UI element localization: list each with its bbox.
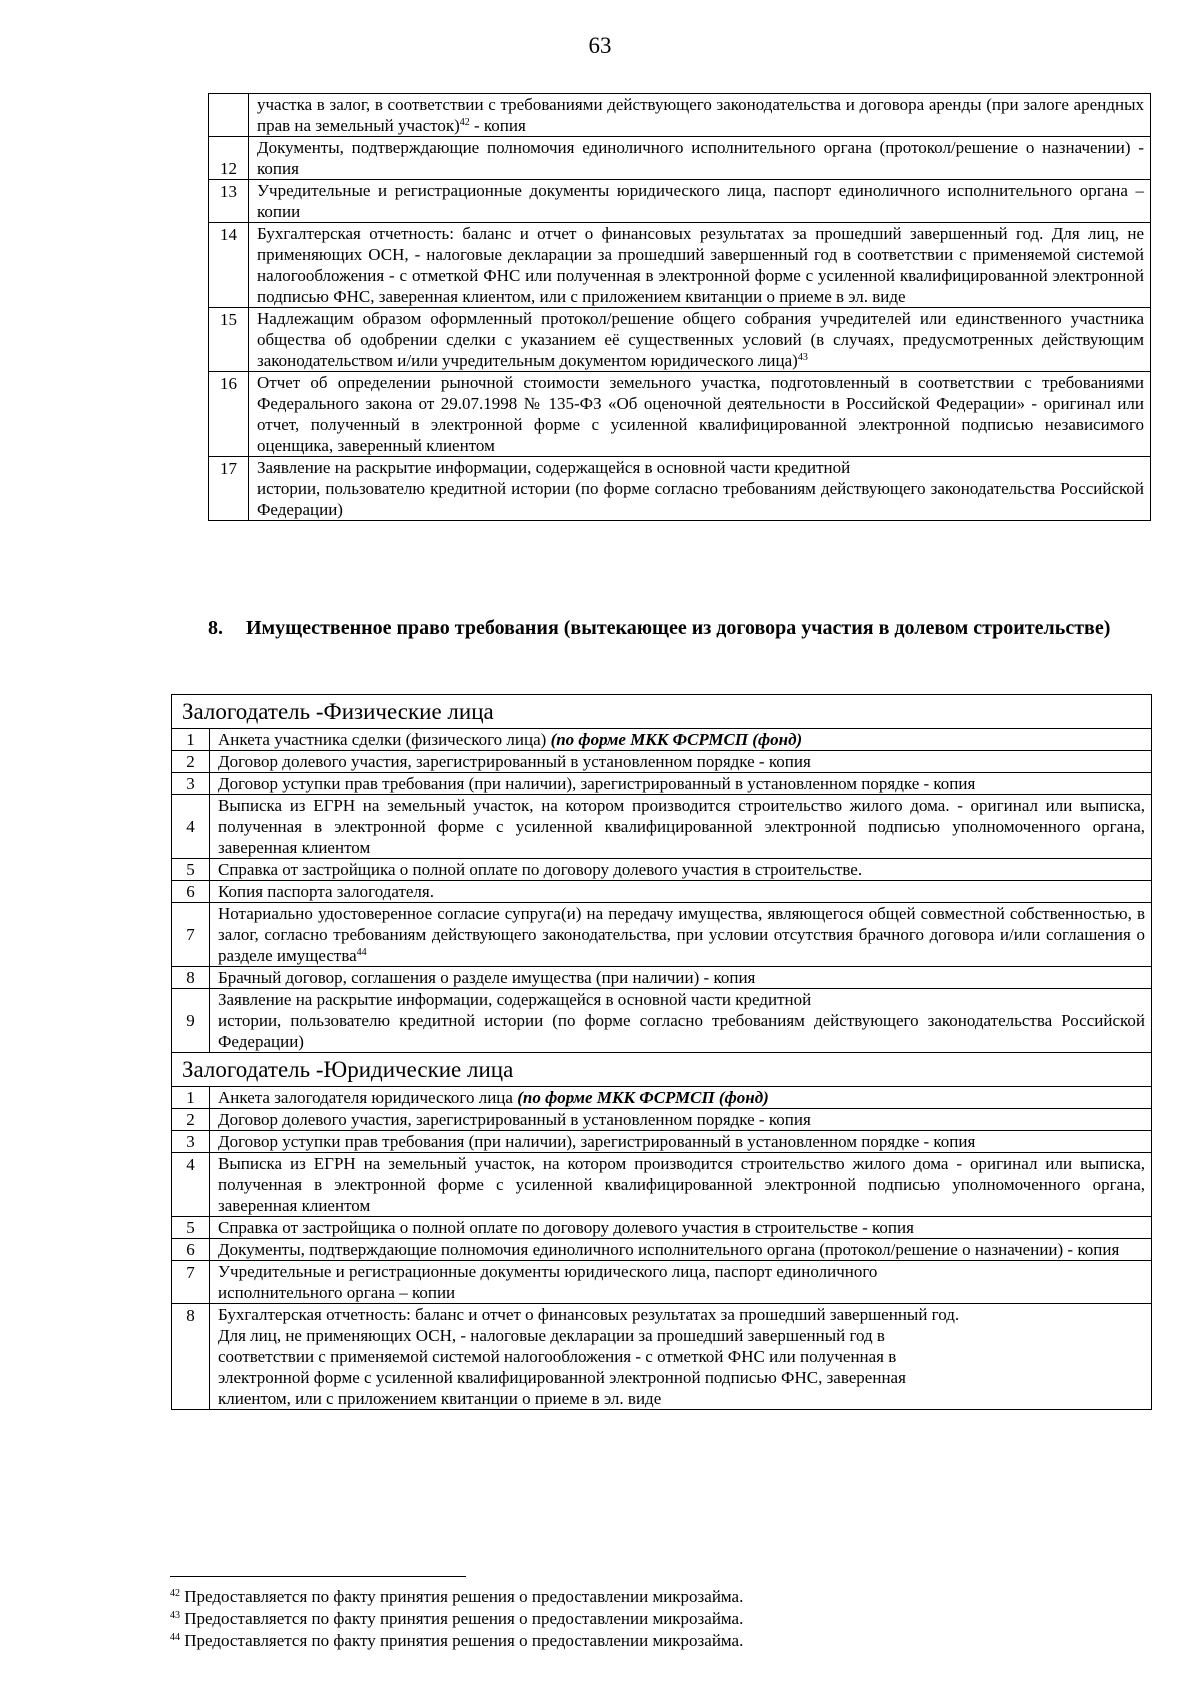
row-number: 3 xyxy=(172,773,210,795)
footnote-mark: 42 xyxy=(170,1588,180,1599)
footnote xyxy=(170,1608,1130,1630)
section-title: Имущественное право требования (вытекающее из договора участия в долевом строительстве) xyxy=(246,617,1111,639)
row-text: Надлежащим образом оформленный протокол/решение общего собрания учредителей или единственного участника общества об одобрении сделки с указанием её существенных условий (в случаях, предусмотренных действующим законодательством и/или учредительным документом юридического лица)$^{43}$ xyxy=(249,308,1151,372)
row-number: 1 xyxy=(172,729,210,751)
row-number: 5 xyxy=(172,1217,210,1239)
row-number: 2 xyxy=(172,1109,210,1131)
footnote-mark: 44 xyxy=(170,1632,180,1643)
row-text: Заявление на раскрытие информации, содержащейся в основной части кредитной истории, пользователю кредитной истории (по форме согласно требованиям действующего законодательства Российской Федерации) xyxy=(249,457,1151,521)
table-row xyxy=(172,729,1152,751)
row-number: 14 xyxy=(209,223,249,308)
row-number: 4 xyxy=(172,795,210,859)
section-heading xyxy=(208,614,1148,642)
row-text: Справка от застройщика о полной оплате по договору долевого участия в строительстве. xyxy=(210,859,1152,881)
group-header: Залогодатель -Физические лица xyxy=(172,695,1152,729)
row-number: 3 xyxy=(172,1131,210,1153)
group-header-row xyxy=(172,695,1152,729)
table-row xyxy=(172,751,1152,773)
row-text: Выписка из ЕГРН на земельный участок, на котором производится строительство жилого дома. - оригинал или выписка, полученная в электронной форме с усиленной квалифицированной электронной подписью уполномоченного органа, заверенная клиентом xyxy=(210,795,1152,859)
table-row xyxy=(172,881,1152,903)
row-number: 8 xyxy=(172,967,210,989)
row-text: участка в залог, в соответствии с требованиями действующего законодательства и договора аренды (при залоге арендных прав на земельный участок)$^{42}$ - копия xyxy=(249,94,1151,137)
footnote xyxy=(170,1586,1130,1608)
row-number: 6 xyxy=(172,881,210,903)
table-row xyxy=(172,989,1152,1053)
row-text: Договор уступки прав требования (при наличии), зарегистрированный в установленном порядке - копия xyxy=(210,1131,1152,1153)
row-number: 2 xyxy=(172,751,210,773)
documents-table-continued xyxy=(208,93,1151,521)
group-header-row xyxy=(172,1053,1152,1087)
row-text: Заявление на раскрытие информации, содержащейся в основной части кредитной истории, пользователю кредитной истории (по форме согласно требованиям действующего законодательства Российской Федерации) xyxy=(210,989,1152,1053)
row-number: 7 xyxy=(172,1261,210,1304)
table-row xyxy=(172,1261,1152,1304)
footnote-text: Предоставляется по факту принятия решения о предоставлении микрозайма. xyxy=(180,1609,744,1628)
table-row xyxy=(172,1131,1152,1153)
row-text: Копия паспорта залогодателя. xyxy=(210,881,1152,903)
row-number: 13 xyxy=(209,180,249,223)
table-row xyxy=(209,180,1151,223)
footnote-separator xyxy=(170,1576,466,1577)
table-row xyxy=(172,1239,1152,1261)
table-row xyxy=(172,1217,1152,1239)
page-number: 63 xyxy=(588,33,612,58)
table-row xyxy=(172,903,1152,967)
row-text: Бухгалтерская отчетность: баланс и отчет о финансовых результатах за прошедший завершенный год. Для лиц, не применяющих ОСН, - налоговые декларации за прошедший завершенный год в соответствии с применяемой системой налогообложения - с отметкой ФНС или полученная в электронной форме с усиленной квалифицированной электронной подписью ФНС, заверенная клиентом, или с приложением квитанции о приеме в эл. виде xyxy=(210,1304,1152,1410)
row-text: Справка от застройщика о полной оплате по договору долевого участия в строительстве - копия xyxy=(210,1217,1152,1239)
table-row xyxy=(172,795,1152,859)
table-row xyxy=(172,1153,1152,1217)
row-text: Учредительные и регистрационные документы юридического лица, паспорт единоличного исполнительного органа – копии xyxy=(210,1261,1152,1304)
row-number: 15 xyxy=(209,308,249,372)
row-text: Договор долевого участия, зарегистрированный в установленном порядке - копия xyxy=(210,1109,1152,1131)
row-number: 8 xyxy=(172,1304,210,1410)
table-row xyxy=(209,137,1151,180)
table-row xyxy=(209,94,1151,137)
row-text: Анкета залогодателя юридического лица (по форме МКК ФСРМСП (фонд) xyxy=(210,1087,1152,1109)
table-row xyxy=(172,1109,1152,1131)
row-text: Учредительные и регистрационные документы юридического лица, паспорт единоличного исполнительного органа – копии xyxy=(249,180,1151,223)
row-number: 9 xyxy=(172,989,210,1053)
row-number: 16 xyxy=(209,372,249,457)
section-number: 8. xyxy=(208,617,223,639)
table-row xyxy=(172,773,1152,795)
row-number: 5 xyxy=(172,859,210,881)
footnotes xyxy=(170,1586,1130,1652)
table-row xyxy=(172,1304,1152,1410)
pledgor-documents-table xyxy=(171,694,1152,1410)
footnote-text: Предоставляется по факту принятия решения о предоставлении микрозайма. xyxy=(180,1587,744,1606)
table-row xyxy=(209,308,1151,372)
row-number: 12 xyxy=(209,137,249,180)
row-number: 6 xyxy=(172,1239,210,1261)
footnote-text: Предоставляется по факту принятия решения о предоставлении микрозайма. xyxy=(180,1631,744,1650)
row-text: Отчет об определении рыночной стоимости земельного участка, подготовленный в соответствии с требованиями Федерального закона от 29.07.1998 № 135-ФЗ «Об оценочной деятельности в Российской Федерации» - оригинал или отчет, полученный в электронной форме с усиленной квалифицированной электронной подписью независимого оценщика, заверенный клиентом xyxy=(249,372,1151,457)
row-text: Нотариально удостоверенное согласие супруга(и) на передачу имущества, являющегося общей совместной собственностью, в залог, согласно требованиям действующего законодательства, при условии отсутствия брачного договора и/или соглашения о разделе имущества$^{44}$ xyxy=(210,903,1152,967)
row-number: 1 xyxy=(172,1087,210,1109)
footnote xyxy=(170,1630,1130,1652)
row-number: 7 xyxy=(172,903,210,967)
group-header: Залогодатель -Юридические лица xyxy=(172,1053,1152,1087)
row-text: Анкета участника сделки (физического лица) (по форме МКК ФСРМСП (фонд) xyxy=(210,729,1152,751)
table-row xyxy=(209,372,1151,457)
table-row xyxy=(209,457,1151,521)
table-row xyxy=(172,859,1152,881)
row-number: 4 xyxy=(172,1153,210,1217)
row-text: Договор долевого участия, зарегистрированный в установленном порядке - копия xyxy=(210,751,1152,773)
row-number: 17 xyxy=(209,457,249,521)
table-row xyxy=(209,223,1151,308)
row-text: Бухгалтерская отчетность: баланс и отчет о финансовых результатах за прошедший завершенный год. Для лиц, не применяющих ОСН, - налоговые декларации за прошедший завершенный год в соответствии с применяемой системой налогообложения - с отметкой ФНС или полученная в электронной форме с усиленной квалифицированной электронной подписью ФНС, заверенная клиентом, или с приложением квитанции о приеме в эл. виде xyxy=(249,223,1151,308)
row-text: Документы, подтверждающие полномочия единоличного исполнительного органа (протокол/решение о назначении) - копия xyxy=(249,137,1151,180)
row-text: Брачный договор, соглашения о разделе имущества (при наличии) - копия xyxy=(210,967,1152,989)
row-text: Выписка из ЕГРН на земельный участок, на котором производится строительство жилого дома - оригинал или выписка, полученная в электронной форме с усиленной квалифицированной электронной подписью уполномоченного органа, заверенная клиентом xyxy=(210,1153,1152,1217)
row-text: Договор уступки прав требования (при наличии), зарегистрированный в установленном порядке - копия xyxy=(210,773,1152,795)
footnote-mark: 43 xyxy=(170,1610,180,1621)
table-row xyxy=(172,967,1152,989)
table-row xyxy=(172,1087,1152,1109)
row-number xyxy=(209,94,249,137)
row-text: Документы, подтверждающие полномочия единоличного исполнительного органа (протокол/решение о назначении) - копия xyxy=(210,1239,1152,1261)
